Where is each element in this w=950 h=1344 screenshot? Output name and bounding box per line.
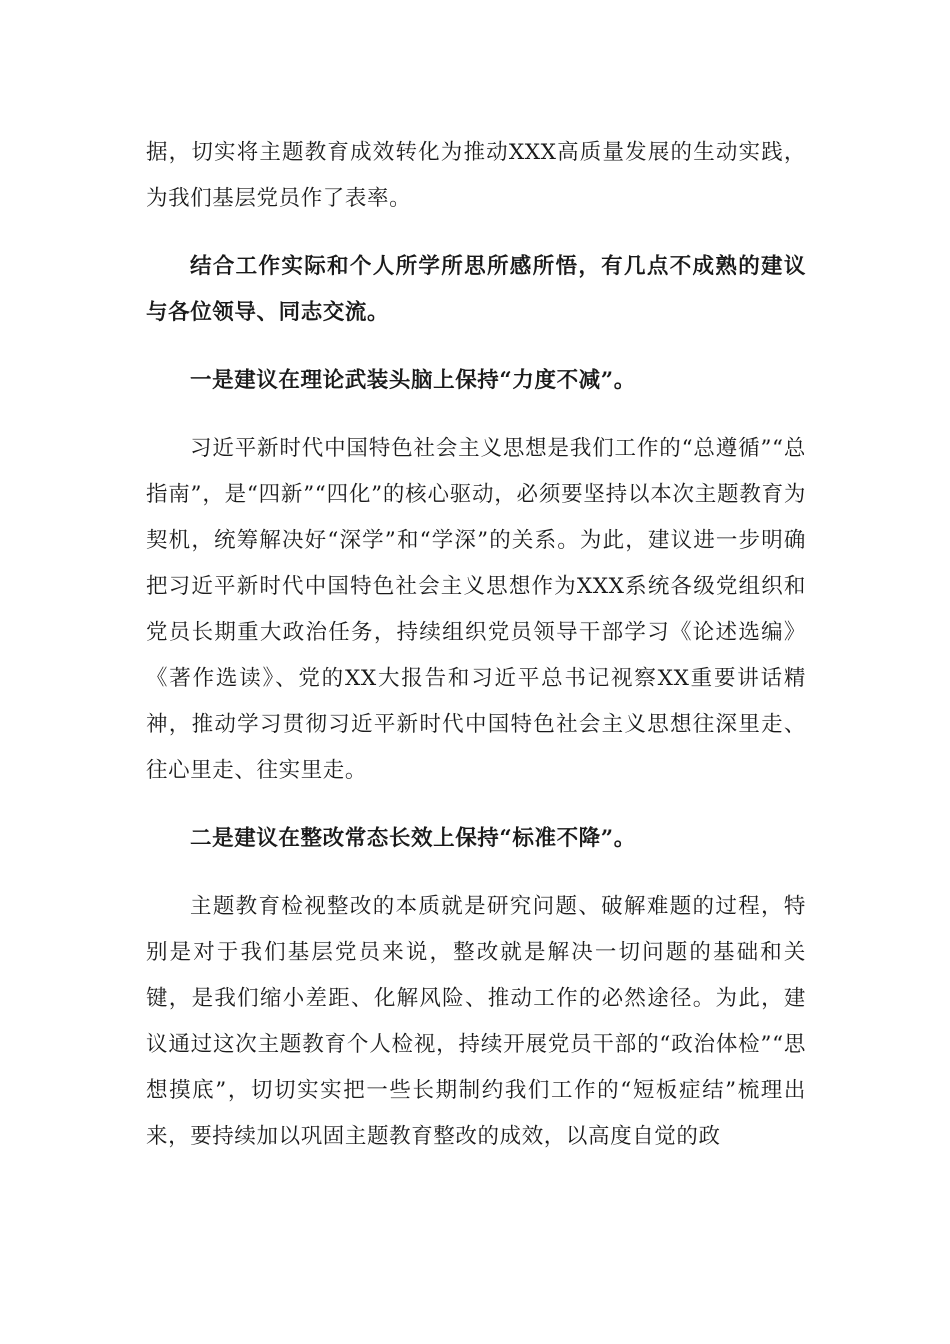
section-heading-2: 二是建议在整改常态长效上保持“标准不降”。 xyxy=(190,826,636,851)
paragraph-continuation: 据，切实将主题教育成效转化为推动XXX高质量发展的生动实践，为我们基层党员作了表率。 xyxy=(146,140,806,211)
paragraph-body-2: 主题教育检视整改的本质就是研究问题、破解难题的过程，特别是对于我们基层党员来说，整改就是解决一切问题的基础和关键，是我们缩小差距、化解风险、推动工作的必然途径。为此，建议通过这次主题教育个人检视，持续开展党员干部的“政治体检”“思想摸底”，切切实实把一些长期制约我们工作的“短板症结”梳理出来，要持续加以巩固主题教育整改的成效，以高度自觉的政 xyxy=(146,894,806,1149)
paragraph-intro-heading: 结合工作实际和个人所学所思所感所悟，有几点不成熟的建议与各位领导、同志交流。 xyxy=(146,254,806,325)
section-heading-1: 一是建议在理论武装头脑上保持“力度不减”。 xyxy=(190,368,636,393)
paragraph-body-1: 习近平新时代中国特色社会主义思想是我们工作的“总遵循”“总指南”，是“四新”“四化”的核心驱动，必须要坚持以本次主题教育为契机，统筹解决好“深学”和“学深”的关系。为此，建议进一步明确把习近平新时代中国特色社会主义思想作为XXX系统各级党组织和党员长期重大政治任务，持续组织党员领导干部学习《论述选编》《著作选读》、党的XX大报告和习近平总书记视察XX重要讲话精神，推动学习贯彻习近平新时代中国特色社会主义思想往深里走、往心里走、往实里走。 xyxy=(146,436,806,783)
document-body xyxy=(146,130,806,1160)
